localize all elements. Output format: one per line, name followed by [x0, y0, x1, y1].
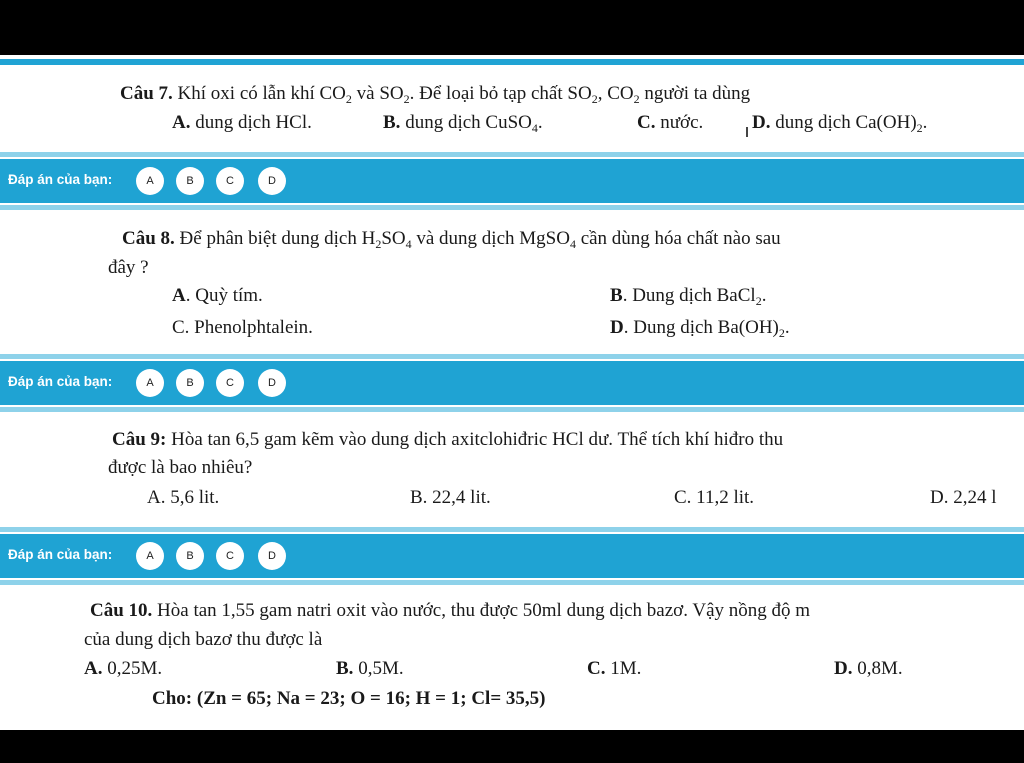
- question-8-stem-line-2: đây ?: [108, 257, 149, 278]
- band-top-edge: [0, 354, 1024, 359]
- answer-label: Đáp án của bạn:: [8, 374, 113, 389]
- question-9-option-c: C. 11,2 lit.: [674, 487, 755, 508]
- answer-option-a[interactable]: A: [136, 369, 164, 397]
- question-10-stem: Câu 10. Hòa tan 1,55 gam natri oxit vào nước, thu được 50ml dung dịch bazơ. Vậy nồng độ m: [90, 600, 811, 621]
- question-10-option-d: D. 0,8M.: [834, 658, 903, 679]
- answer-option-b[interactable]: B: [176, 369, 204, 397]
- band-top-edge: [0, 527, 1024, 532]
- question-8-stem: Câu 8. Để phân biệt dung dịch $H_2SO_4$ và dung dịch MgSO$_4$ cần dùng hóa chất nào sau: [122, 228, 781, 251]
- band-bottom-edge: [0, 407, 1024, 412]
- pencil-mark: [746, 127, 748, 137]
- answer-label: Đáp án của bạn:: [8, 547, 113, 562]
- question-10-stem-line-2: của dung dịch bazơ thu được là: [84, 629, 323, 650]
- question-8-option-b: B. Dung dịch BaCl$_2$.: [610, 285, 767, 308]
- answer-option-b[interactable]: B: [176, 542, 204, 570]
- question-7-option-b: B. dung dịch CuSO$_4$.: [383, 112, 543, 135]
- question-7-option-a: A. dung dịch HCl.: [172, 112, 312, 133]
- question-9-stem: Câu 9: Hòa tan 6,5 gam kẽm vào dung dịch axitclohiđric HCl dư. Thể tích khí hiđro thu: [112, 429, 784, 450]
- question-10-option-a: A. 0,25M.: [84, 658, 163, 679]
- band-top-edge: [0, 152, 1024, 157]
- answer-band-3: [0, 534, 1024, 578]
- given-atomic-masses: Cho: (Zn = 65; Na = 23; O = 16; H = 1; Cl= 35,5): [152, 688, 546, 709]
- answer-band-2: [0, 361, 1024, 405]
- question-7-option-c: C. nước.: [637, 112, 704, 133]
- answer-option-c[interactable]: C: [216, 167, 244, 195]
- question-7-stem: Câu 7. Khí oxi có lẫn khí $CO_2$ và $SO_2$. Để loại bỏ tạp chất $SO_2$, $CO_2$ người ta dùng: [120, 83, 751, 106]
- quiz-page: [0, 55, 1024, 730]
- answer-band-1: [0, 159, 1024, 203]
- answer-option-a[interactable]: A: [136, 542, 164, 570]
- question-9-stem-line-2: được là bao nhiêu?: [108, 457, 253, 478]
- band-bottom-edge: [0, 205, 1024, 210]
- answer-option-b[interactable]: B: [176, 167, 204, 195]
- question-10-option-c: C. 1M.: [587, 658, 642, 679]
- question-7-option-d: D. dung dịch $Ca(OH)_2$.: [752, 112, 928, 135]
- question-8-option-c: C. Phenolphtalein.: [172, 317, 313, 338]
- answer-option-a[interactable]: A: [136, 167, 164, 195]
- question-9-option-d: D. 2,24 l: [930, 487, 997, 508]
- answer-option-d[interactable]: D: [258, 167, 286, 195]
- answer-label: Đáp án của bạn:: [8, 172, 113, 187]
- question-8-option-a: A. Quỳ tím.: [172, 285, 263, 306]
- answer-option-d[interactable]: D: [258, 542, 286, 570]
- band-bottom-edge: [0, 580, 1024, 585]
- question-9-option-b: B. 22,4 lit.: [410, 487, 491, 508]
- answer-option-c[interactable]: C: [216, 369, 244, 397]
- top-divider: [0, 59, 1024, 65]
- question-9-option-a: A. 5,6 lit.: [147, 487, 220, 508]
- question-10-option-b: B. 0,5M.: [336, 658, 404, 679]
- question-8-option-d: D. Dung dịch $Ba(OH)_2$.: [610, 317, 790, 340]
- answer-option-c[interactable]: C: [216, 542, 244, 570]
- answer-option-d[interactable]: D: [258, 369, 286, 397]
